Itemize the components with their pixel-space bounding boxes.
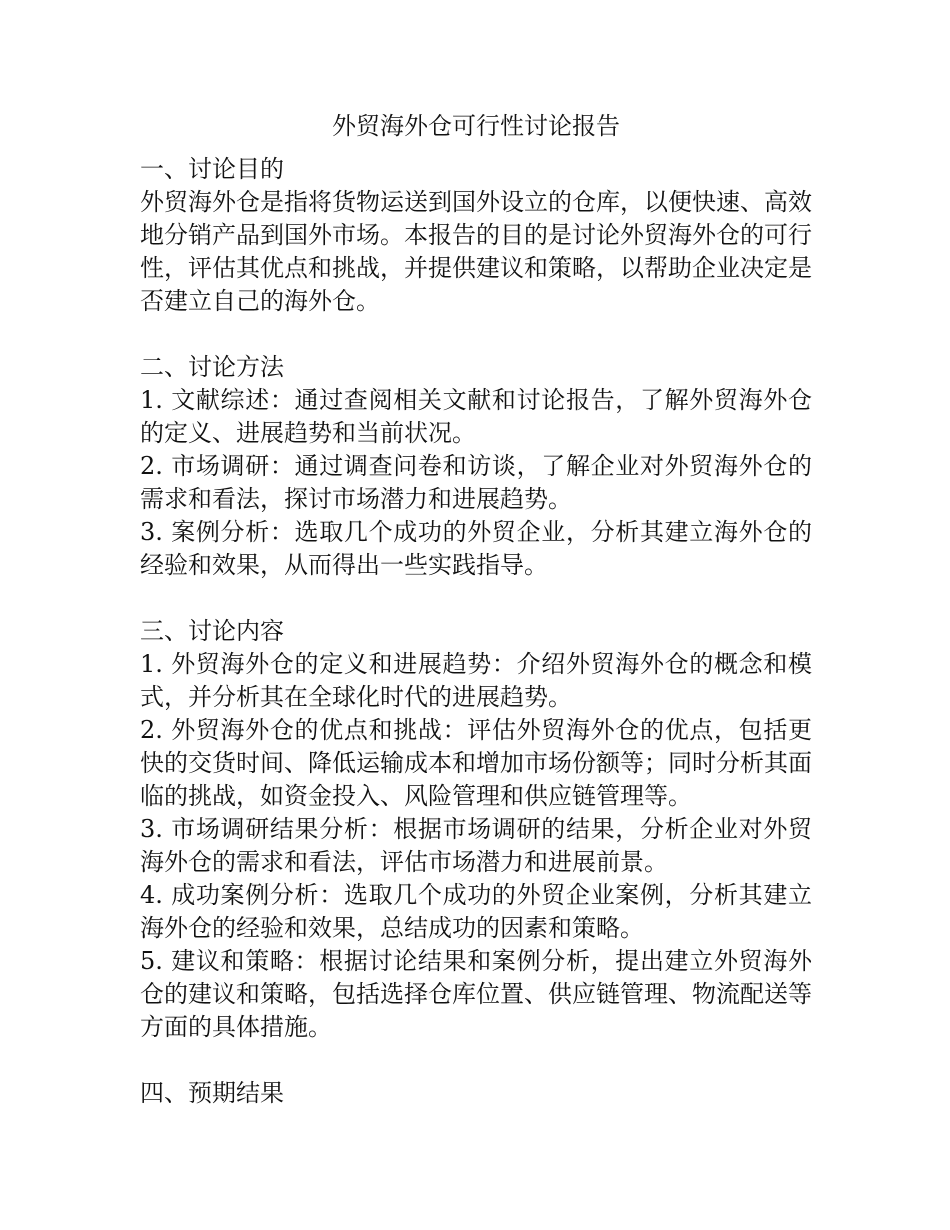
list-item: 5. 建议和策略：根据讨论结果和案例分析，提出建立外贸海外仓的建议和策略，包括选择仓库位置、供应链管理、物流配送等方面的具体措施。 (140, 947, 812, 1041)
section-content (140, 615, 812, 1044)
document-body (140, 110, 812, 1110)
list-item: 2. 市场调研：通过调查问卷和访谈，了解企业对外贸海外仓的需求和看法，探讨市场潜力和进展趋势。 (140, 452, 812, 513)
list-item: 3. 案例分析：选取几个成功的外贸企业，分析其建立海外仓的经验和效果，从而得出一些实践指导。 (140, 518, 812, 579)
section-purpose (140, 153, 812, 318)
list-item: 2. 外贸海外仓的优点和挑战：评估外贸海外仓的优点，包括更快的交货时间、降低运输成本和增加市场份额等；同时分析其面临的挑战，如资金投入、风险管理和供应链管理等。 (140, 716, 812, 810)
section-paragraph: 外贸海外仓是指将货物运送到国外设立的仓库，以便快速、高效地分销产品到国外市场。本报告的目的是讨论外贸海外仓的可行性，评估其优点和挑战，并提供建议和策略，以帮助企业决定是否建立自己的海外仓。 (140, 188, 812, 315)
list-item: 1. 外贸海外仓的定义和进展趋势：介绍外贸海外仓的概念和模式，并分析其在全球化时代的进展趋势。 (140, 650, 812, 711)
document-title: 外贸海外仓可行性讨论报告 (332, 112, 620, 140)
section-heading: 一、讨论目的 (140, 155, 284, 183)
section-expected-results (140, 1077, 812, 1110)
list-item: 3. 市场调研结果分析：根据市场调研的结果，分析企业对外贸海外仓的需求和看法，评估市场潜力和进展前景。 (140, 815, 812, 876)
section-heading: 四、预期结果 (140, 1079, 284, 1107)
section-heading: 三、讨论内容 (140, 617, 284, 645)
content-list (140, 648, 812, 1044)
list-item: 1. 文献综述：通过查阅相关文献和讨论报告，了解外贸海外仓的定义、进展趋势和当前状况。 (140, 386, 812, 447)
section-heading: 二、讨论方法 (140, 353, 284, 381)
method-list (140, 384, 812, 582)
section-method (140, 351, 812, 582)
list-item: 4. 成功案例分析：选取几个成功的外贸企业案例，分析其建立海外仓的经验和效果，总结成功的因素和策略。 (140, 881, 812, 942)
